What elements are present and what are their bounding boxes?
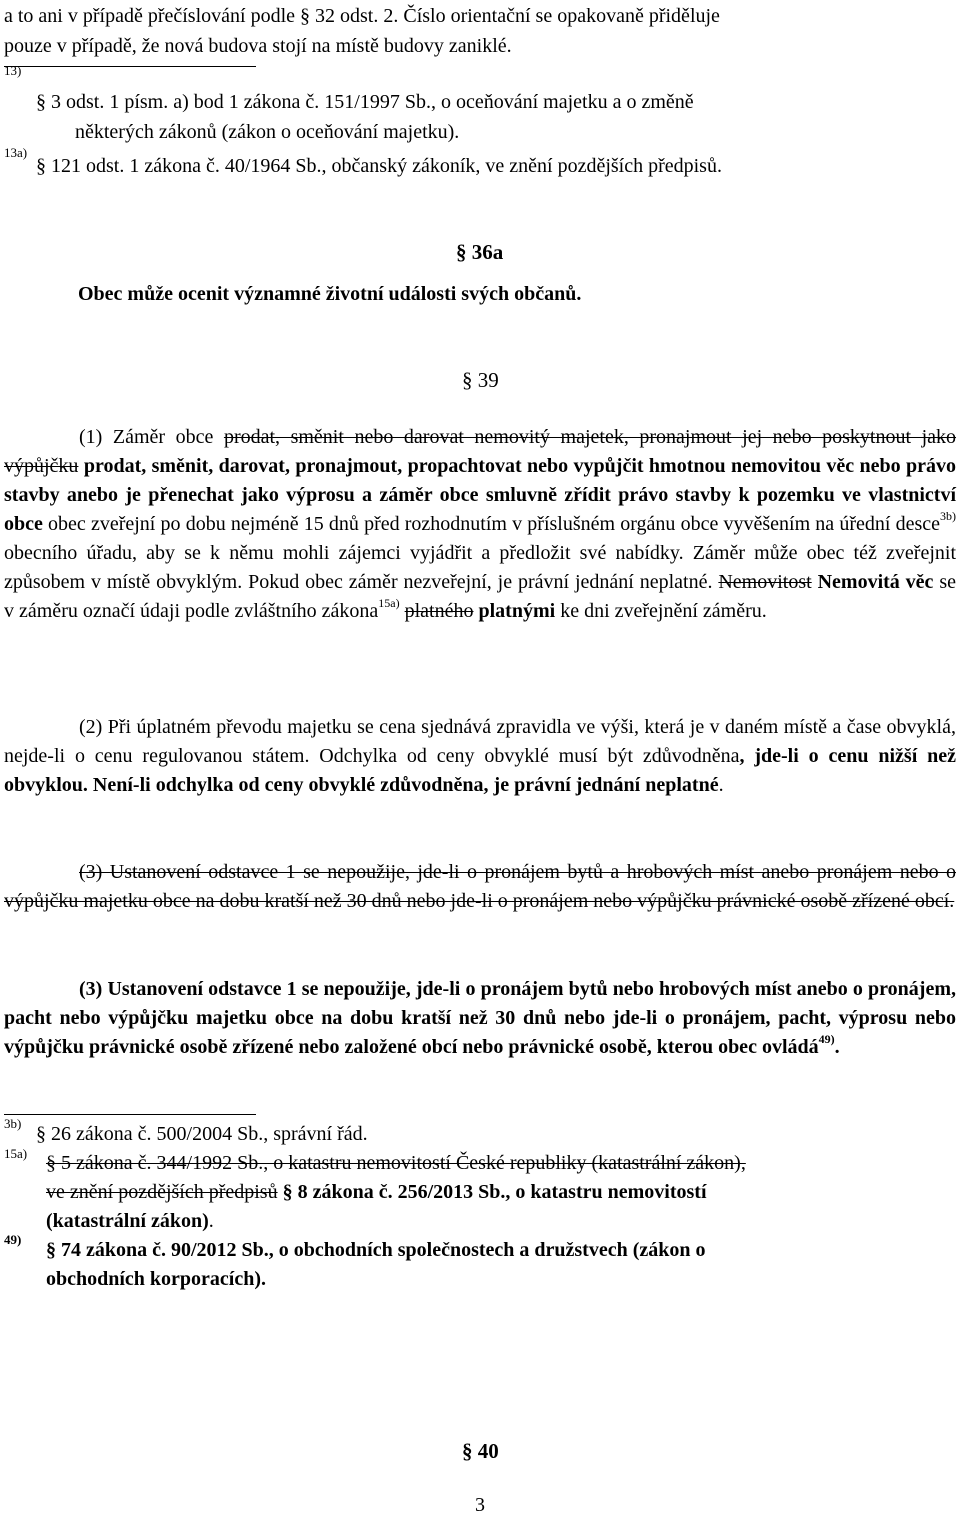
section-36a-text: Obec může ocenit významné životní události svých občanů.	[78, 283, 582, 305]
section-36a-heading: § 36a	[456, 240, 504, 264]
section-39-paragraph-3-repealed: (3) Ustanovení odstavce 1 se nepoužije, jde-li o pronájem bytů a hrobových míst anebo pronájem nebo o výpůjčku majetku obce na dobu kratší než 30 dnů nebo jde-li o pronájem nebo výpůjčku právnické osobě zřízené obcí.	[4, 861, 956, 912]
footnote-13-text: § 3 odst. 1 písm. a) bod 1 zákona č. 151/1997 Sb., o oceňování majetku a o změně	[36, 91, 694, 113]
page-number: 3	[475, 1494, 485, 1516]
footnote-13-mark: 13)	[4, 63, 22, 78]
footnote-3b-text: § 26 zákona č. 500/2004 Sb., správní řád.	[36, 1123, 368, 1145]
struck-text: prodat, směnit nebo darovat nemovitý majetek, pronajmout jej nebo poskytnout jako výpůjčku	[4, 426, 957, 477]
section-39-paragraph-3-new: (3) Ustanovení odstavce 1 se nepoužije, jde-li o pronájem bytů nebo hrobových míst anebo o pronájem, pacht nebo výpůjčku majetku obce na dobu kratší než 30 dnů nebo jde-li o pronájem, pacht, výprosu nebo výpůjčku právnické osobě zřízené nebo založené obcí nebo právnické osobě, kterou obec ovládá$^{49)}$.	[4, 978, 956, 1058]
footnote-separator	[4, 1114, 256, 1115]
footnote-15a-mark: 15a)	[4, 1146, 28, 1161]
section-39-paragraph-1: (1) Záměr obce prodat, směnit nebo darovat nemovitý majetek, pronajmout jej nebo poskytnout jako výpůjčku prodat, směnit, darovat, pronajmout, propachtovat nebo vypůjčit hmotnou nemovitou věc nebo právo stavby anebo je přenechat jako výprosu a záměr obce smluvně zřídit právo stavby k pozemku ve vlastnictví obce obec zveřejní po dobu nejméně 15 dnů před rozhodnutím v příslušném orgánu obce vyvěšením na úřední desce$^{3b)}$ obecního úřadu, aby se k němu mohli zájemci vyjádřit a předložit své nabídky. Záměr může obec též zveřejnit způsobem v místě obvyklým. Pokud obec záměr nezveřejní, je právní jednání neplatné. Nemovitost Nemovitá věc se v záměru označí údaji podle zvláštního zákona$^{15a)}$ platného platnými ke dni zveřejnění záměru.	[4, 426, 957, 622]
footnote-15a-text-line-2: ve znění pozdějších předpisů § 8 zákona č. 256/2013 Sb., o katastru nemovitostí	[46, 1181, 707, 1203]
footnote-49-text-line-2: obchodních korporacích).	[46, 1268, 267, 1290]
footnote-separator	[4, 66, 256, 67]
section-sign-icon: §	[36, 91, 46, 113]
section-40-heading: § 40	[462, 1439, 499, 1463]
footnote-3b-mark: 3b)	[4, 1116, 22, 1131]
footnote-13a-mark: 13a)	[4, 145, 28, 160]
continuation-line-1: a to ani v případě přečíslování podle § 32 odst. 2. Číslo orientační se opakovaně přiděluje	[4, 5, 720, 27]
section-39-heading: § 39	[462, 368, 499, 392]
section-39-paragraph-2: (2) Při úplatném převodu majetku se cena sjednává zpravidla ve výši, která je v daném místě a čase obvyklá, nejde-li o cenu regulovanou státem. Odchylka od ceny obvyklé musí být zdůvodněna, jde-li o cenu nižší než obvyklou. Není-li odchylka od ceny obvyklé zdůvodněna, je právní jednání neplatné.	[4, 716, 956, 796]
footnote-15a-text-line-1: § 5 zákona č. 344/1992 Sb., o katastru nemovitostí České republiky (katastrální zákon),	[46, 1152, 746, 1174]
footnote-13-text-cont: některých zákonů (zákon o oceňování majetku).	[75, 121, 460, 143]
continuation-line-2: pouze v případě, že nová budova stojí na místě budovy zaniklé.	[4, 35, 512, 57]
footnote-49-text-line-1: § 74 zákona č. 90/2012 Sb., o obchodních společnostech a družstvech (zákon o	[46, 1239, 706, 1261]
footnote-49-mark: 49)	[4, 1232, 22, 1247]
section-sign-icon: §	[36, 155, 46, 177]
footnote-13a-text: § 121 odst. 1 zákona č. 40/1964 Sb., občanský zákoník, ve znění pozdějších předpisů.	[36, 155, 722, 177]
footnote-15a-text-line-3: (katastrální zákon).	[46, 1210, 214, 1232]
